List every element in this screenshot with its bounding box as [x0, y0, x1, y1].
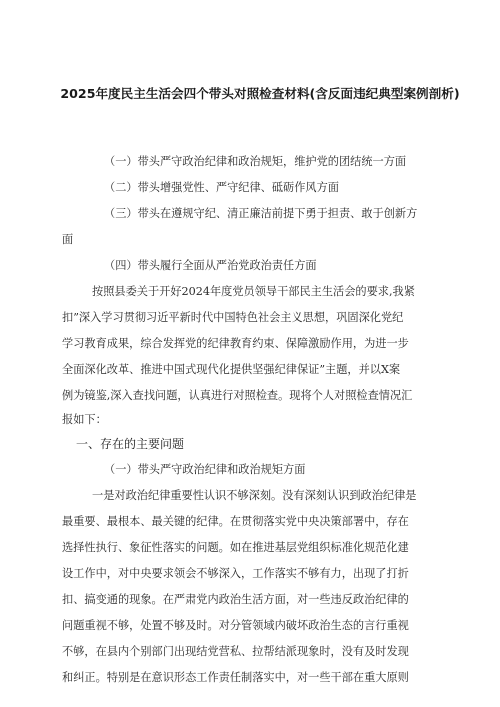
body-line: 和纠正。特别是在意识形态工作责任制落实中，对一些干部在重大原则 — [62, 671, 409, 684]
body-line: 选择性执行、象征性落实的问题。如在推进基层党组织标准化规范化建 — [62, 541, 409, 554]
intro-line: 学习教育成果，综合发挥党的纪律教育约束、保障激励作用，为进一步 — [62, 337, 409, 350]
intro-line: 报如下： — [62, 413, 107, 426]
section-heading: 一、存在的主要问题 — [76, 437, 185, 451]
body-line: 问题重视不够，处置不够及时。对分管领域内破坏政治生态的言行重视 — [62, 619, 409, 632]
intro-line: 全面深化改革、推进中国式现代化提供坚强纪律保证”主题，并以X案 — [62, 363, 401, 376]
intro-line: 例为镜鉴,深入查找问题，认真进行对照检查。现将个人对照检查情况汇 — [62, 389, 413, 402]
outline-item-3-continued: 面 — [62, 233, 74, 246]
outline-item-4: （四）带头履行全面从严治党政治责任方面 — [104, 259, 317, 272]
outline-item-3: （三）带头在遵规守纪、清正廉洁前提下勇于担责、敢于创新方 — [104, 207, 418, 220]
intro-line: 扣”深入学习贯彻习近平新时代中国特色社会主义思想，巩固深化党纪 — [62, 311, 404, 324]
body-line: 扣、搞变通的现象。在严肃党内政治生活方面，对一些违反政治纪律的 — [62, 593, 409, 606]
subsection-heading: （一）带头严守政治纪律和政治规矩方面 — [104, 463, 306, 476]
body-line: 一是对政治纪律重要性认识不够深刻。没有深刻认识到政治纪律是 — [92, 489, 417, 502]
document-title: 2025年度民主生活会四个带头对照检查材料(含反面违纪典型案例剖析) — [60, 86, 460, 101]
body-line: 最重要、最根本、最关键的纪律。在贯彻落实党中央决策部署中，存在 — [62, 515, 409, 528]
body-line: 不够，在县内个别部门出现结党营私、拉帮结派现象时，没有及时发现 — [62, 645, 409, 658]
outline-item-1: （一）带头严守政治纪律和政治规矩，维护党的团结统一方面 — [104, 155, 407, 168]
intro-line: 按照县委关于开好2024年度党员领导干部民主生活会的要求,我紧 — [92, 285, 415, 298]
outline-item-2: （二）带头增强党性、严守纪律、砥砺作风方面 — [104, 181, 339, 194]
body-line: 设工作中，对中央要求领会不够深入，工作落实不够有力，出现了打折 — [62, 567, 409, 580]
